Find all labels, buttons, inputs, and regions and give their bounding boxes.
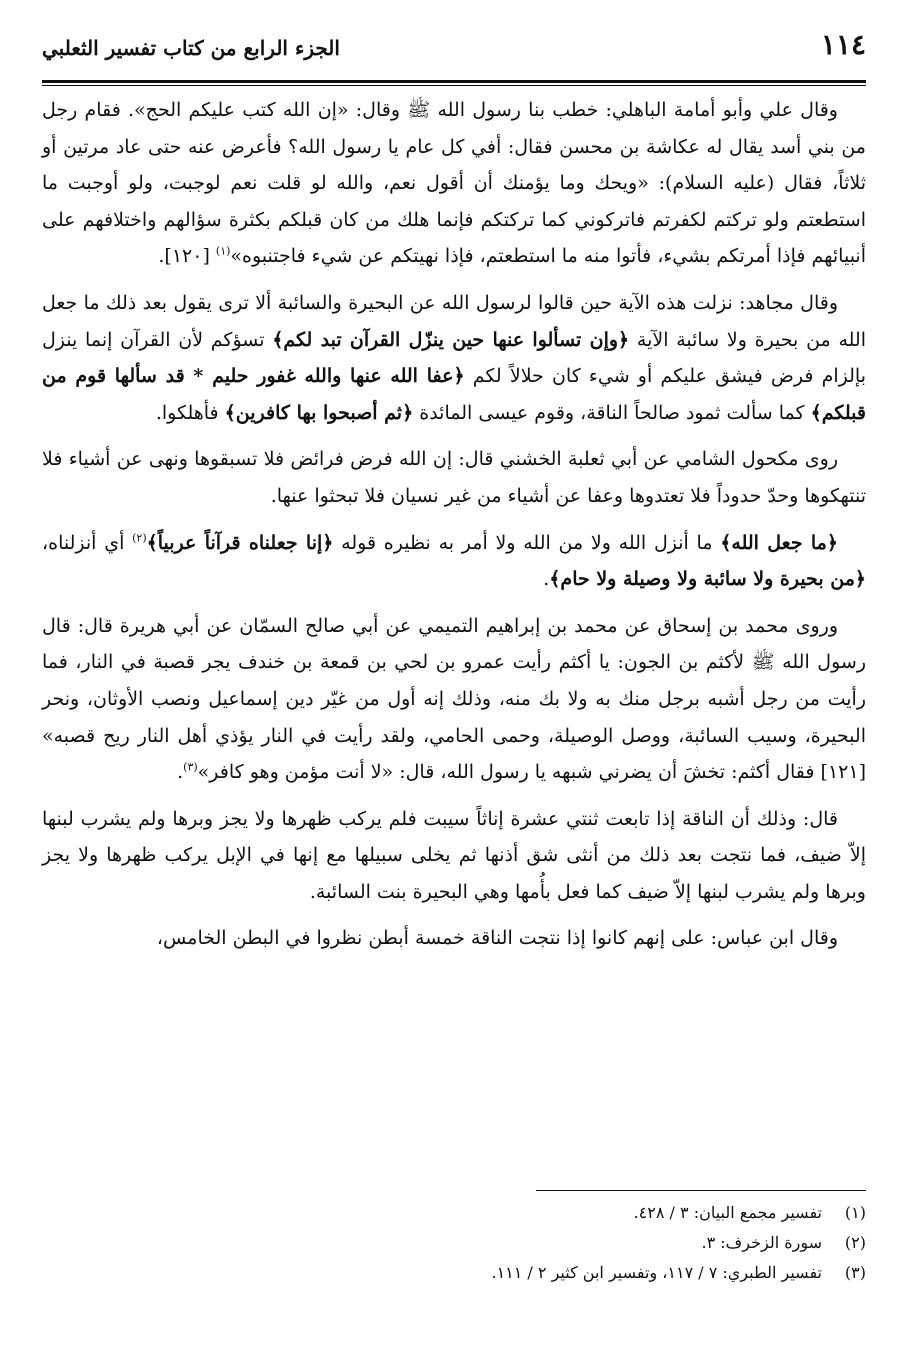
header-rule <box>42 80 866 86</box>
footnote-number: (٢) <box>844 1233 866 1252</box>
footnotes <box>42 1198 866 1288</box>
footnote-number: (١) <box>844 1203 866 1222</box>
page-number: ١١٤ <box>820 28 866 61</box>
footnote-number: (٣) <box>844 1263 866 1282</box>
footnote <box>42 1198 866 1228</box>
footnote-ref: (٢) <box>132 531 147 545</box>
text-run: ما أنزل الله ولا من الله ولا أمر به نظيره قوله <box>333 531 721 554</box>
footnote-rule <box>536 1190 866 1191</box>
quran-quote: ﴿عفا الله عنها والله غفور حليم * قد سألها قوم من قبلكم﴾ <box>42 365 866 424</box>
text-run: قال: وذلك أن الناقة إذا تابعت ثنتي عشرة إناثاً سيبت فلم يركب ظهرها ولا يجز وبرها ولم يشرب لبنها إلاّ ضيف، فما نتجت بعد ذلك من أنثى شق أذنها ثم يخلى سبيلها مع إنها في الإبل يركب ظهرها ولا يجز وبرها ولم يشرب لبنها إلاّ ضيف كما فعل بأُمها وهي البحيرة بنت السائبة. <box>42 807 866 903</box>
text-run: تسؤكم لأن القرآن إنما ينزل بإلزام فرض فيشق عليكم أو شيء كان حلالاً لكم <box>42 328 866 388</box>
text-run: وقال مجاهد: نزلت هذه الآية حين قالوا لرسول الله عن البحيرة والسائبة ألا ترى يقول بعد ذلك ما جعل الله من بحيرة ولا سائبة الآية <box>42 291 866 351</box>
quran-quote: ﴿من بحيرة ولا سائبة ولا وصيلة ولا حام﴾ <box>549 568 866 591</box>
text-run: فأهلكوا. <box>155 401 225 424</box>
paragraph <box>42 608 866 791</box>
footnote <box>42 1228 866 1258</box>
page-header <box>42 28 866 74</box>
paragraph <box>42 525 866 598</box>
quran-quote: ﴿ثم أصبحوا بها كافرين﴾ <box>224 401 414 424</box>
text-run: روى مكحول الشامي عن أبي ثعلبة الخشني قال: إن الله فرض فرائض فلا تسبقوها ونهى عن أشياء فلا تنتهكوها وحدّ حدوداً فلا تعتدوها وعفا عن أشياء من غير نسيان فلا تبحثوا عنها. <box>42 448 866 507</box>
text-run: أي أنزلناه، <box>42 531 133 554</box>
paragraph <box>42 801 866 911</box>
footnote-text: سورة الزخرف: ٣. <box>701 1233 822 1252</box>
footnote-text: تفسير مجمع البيان: ٣ / ٤٢٨. <box>633 1203 822 1222</box>
text-run: . <box>543 568 550 591</box>
footnote-ref: (١) <box>215 245 231 259</box>
text-run: كما سألت ثمود صالحاً الناقة، وقوم عيسى المائدة <box>413 401 811 424</box>
body-text <box>42 92 866 967</box>
footnote-ref: (٣) <box>183 760 198 774</box>
text-run: وروى محمد بن إسحاق عن محمد بن إبراهيم التميمي عن أبي صالح السمّان عن أبي هريرة قال: قال رسول الله ﷺ لأكثم بن الجون: يا أكثم رأيت عمرو بن لحي بن قمعة بن خندف يجر قصبة في النار، فما رأيت من رجل أشبه برجل منك به ولا بك منه، وذلك إنه أول من غيّر دين إسماعيل ونصب الأوثان، ونحر البحيرة، وسيب السائبة، ووصل الوصيلة، وحمى الحامي، ولقد رأيت في النار يؤذي أهل النار ريح قصبه» [١٢١] فقال أكثم: تخشَ أن يضرني شبهه يا رسول الله، قال: «لا أنت مؤمن وهو كافر» <box>42 614 866 784</box>
paragraph <box>42 92 866 275</box>
text-run: وقال ابن عباس: على إنهم كانوا إذا نتجت الناقة خمسة أبطن نظروا في البطن الخامس، <box>156 927 838 950</box>
running-title: الجزء الرابع من كتاب تفسير الثعلبي <box>42 36 340 60</box>
quran-quote: ﴿إنا جعلناه قرآناً عربياً﴾ <box>146 531 334 554</box>
quran-quote: ﴿وإن تسألوا عنها حين ينزّل القرآن تبد لكم﴾ <box>272 328 630 351</box>
footnote <box>42 1258 866 1288</box>
text-run: وقال علي وأبو أمامة الباهلي: خطب بنا رسول الله ﷺ وقال: «إن الله كتب عليكم الحج». فقام رجل من بني أسد يقال له عكاشة بن محسن فقال: أفي كل عام يا رسول الله؟ فأعرض عنه حتى عاد مرتين أو ثلاثاً، فقال (عليه السلام): «ويحك وما يؤمنك أن أقول نعم، والله لو قلت نعم لوجبت، ولو أوجبت ما استطعتم ولو تركتم لكفرتم فاتركوني كما تركتكم فإنما هلك من كان قبلكم بكثرة سؤالهم واختلافهم على أنبيائهم فإذا أمرتكم بشيء، فأتوا منه ما استطعتم، فإذا نهيتكم عن شيء فاجتنبوه» <box>42 99 866 268</box>
text-run: [١٢٠]. <box>158 245 216 268</box>
paragraph <box>42 285 866 431</box>
paragraph <box>42 441 866 514</box>
quran-quote: ﴿ما جعل الله﴾ <box>720 531 838 554</box>
footnote-text: تفسير الطبري: ٧ / ١١٧، وتفسير ابن كثير ٢ / ١١١. <box>491 1263 822 1282</box>
paragraph <box>42 920 866 957</box>
text-run: . <box>177 761 184 784</box>
